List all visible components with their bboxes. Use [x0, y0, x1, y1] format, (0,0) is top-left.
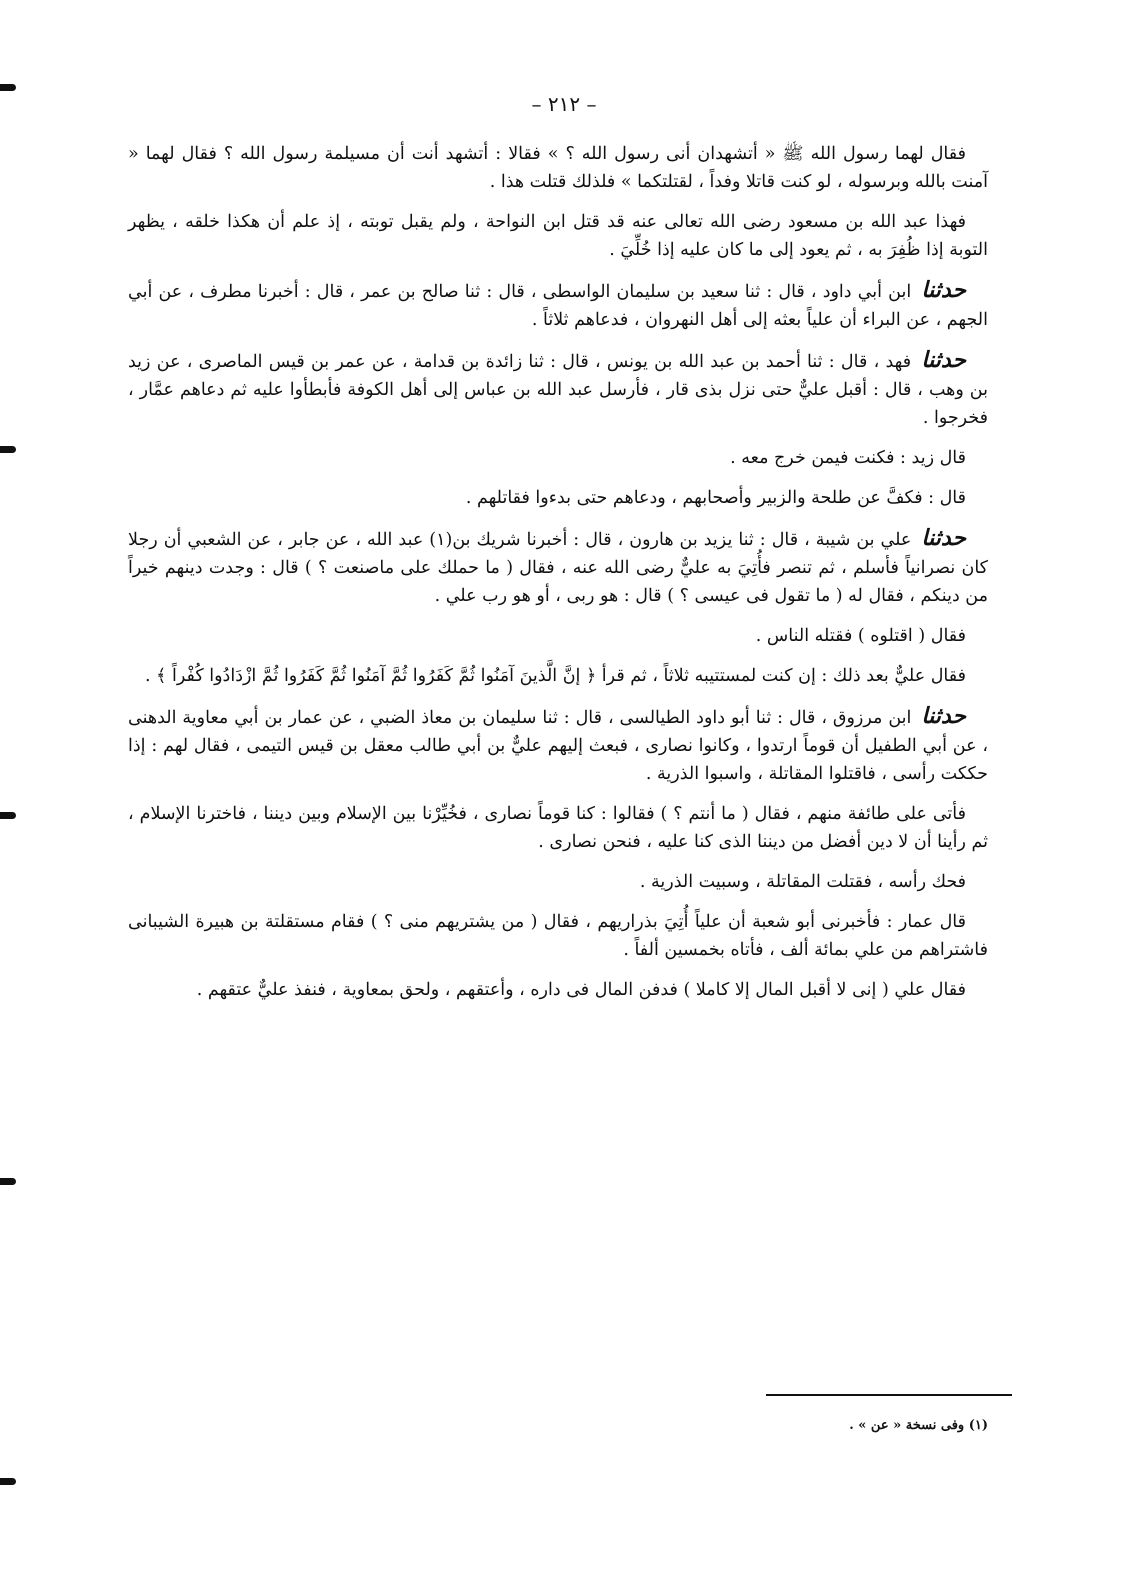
hadith-lead: حدثنا: [921, 525, 966, 551]
paragraph-10: [128, 702, 988, 788]
paragraph-2: [128, 208, 988, 264]
paragraph-text: فهد ، قال : ثنا أحمد بن عبد الله بن يونس ، قال : ثنا زائدة بن قدامة ، عن عمر بن قيس الماصرى ، عن زيد بن وهب ، قال : أقبل عليٌّ حتى نزل بذى قار ، فأرسل عبد الله بن عباس إلى أهل الكوفة فأبطأوا عليه ثم دعاهم عمَّار ، فخرجوا .: [128, 352, 988, 428]
paragraph-text: قال : فكفَّ عن طلحة والزبير وأصحابهم ، ودعاهم حتى بدءوا فقاتلهم .: [465, 488, 966, 508]
paragraph-text: علي بن شيبة ، قال : ثنا يزيد بن هارون ، قال : أخبرنا شريك بن(١) عبد الله ، عن جابر ، عن الشعبي أن رجلا كان نصرانياً فأسلم ، ثم تنصر فأُتِيَ به عليٌّ رضى الله عنه ، فقال ( ما حملك على ماصنعت ؟ ) قال : وجدت دينهم خيراً من دينكم ، فقال له ( ما تقول فى عيسى ؟ ) قال : هو ربى ، أو هو رب علي .: [128, 530, 988, 606]
paragraph-5: [128, 444, 988, 472]
scan-margin-mark: [0, 812, 16, 819]
paragraph-4: [128, 346, 988, 432]
paragraph-text: فأتى على طائفة منهم ، فقال ( ما أنتم ؟ ) فقالوا : كنا قوماً نصارى ، فخُيِّرْنا بين الإسلام وبين ديننا ، فاخترنا الإسلام ، ثم رأينا أن لا دين أفضل من ديننا الذى كنا عليه ، فنحن نصارى .: [128, 804, 988, 852]
paragraph-text: فقال عليٌّ بعد ذلك : إن كنت لمستتيبه ثلاثاً ، ثم قرأ ﴿ إنَّ الَّذينَ آمَنُوا ثُمَّ كَفَرُوا ثُمَّ آمَنُوا ثُمَّ كَفَرُوا ثُمَّ ازْدَادُوا كُفْراً ﴾ .: [145, 666, 966, 686]
scan-margin-mark: [0, 1478, 16, 1485]
paragraph-text: فهذا عبد الله بن مسعود رضى الله تعالى عنه قد قتل ابن النواحة ، ولم يقبل توبته ، إذ علم أن هكذا خلقه ، يظهر التوبة إذا ظُفِرَ به ، ثم يعود إلى ما كان عليه إذا خُلِّيَ .: [128, 212, 988, 260]
scan-margin-mark: [0, 446, 16, 453]
body-text: [128, 140, 988, 1016]
paragraph-7: [128, 524, 988, 610]
paragraph-text: قال زيد : فكنت فيمن خرج معه .: [730, 448, 966, 468]
footnote: (١) وفى نسخة « عن » .: [849, 1418, 988, 1433]
paragraph-13: [128, 908, 988, 964]
scan-margin-mark: [0, 84, 16, 91]
paragraph-text: قال عمار : فأخبرنى أبو شعبة أن علياً أُتِيَ بذراريهم ، فقال ( من يشتريهم منى ؟ ) فقام مستقلتة بن هبيرة الشيبانى فاشتراهم من علي بمائة ألف ، فأتاه بخمسين ألفاً .: [128, 912, 988, 960]
paragraph-8: [128, 622, 988, 650]
hadith-lead: حدثنا: [921, 347, 966, 373]
paragraph-3: [128, 276, 988, 334]
paragraph-6: [128, 484, 988, 512]
paragraph-text: ابن أبي داود ، قال : ثنا سعيد بن سليمان الواسطى ، قال : ثنا صالح بن عمر ، قال : أخبرنا مطرف ، عن أبي الجهم ، عن البراء أن علياً بعثه إلى أهل النهروان ، فدعاهم ثلاثاً .: [128, 282, 988, 330]
paragraph-12: [128, 868, 988, 896]
hadith-lead: حدثنا: [921, 703, 966, 729]
paragraph-9: [128, 662, 988, 690]
paragraph-11: [128, 800, 988, 856]
footnote-divider: [766, 1394, 1012, 1396]
page-number: – ٢١٢ –: [531, 92, 597, 116]
paragraph-14: [128, 976, 988, 1004]
scan-margin-mark: [0, 1178, 16, 1185]
hadith-lead: حدثنا: [921, 277, 966, 303]
paragraph-text: فحك رأسه ، فقتلت المقاتلة ، وسبيت الذرية .: [639, 872, 966, 892]
paragraph-text: فقال لهما رسول الله ﷺ « أتشهدان أنى رسول الله ؟ » فقالا : أتشهد أنت أن مسيلمة رسول الله ؟ فقال لهما « آمنت بالله وبرسوله ، لو كنت قاتلا وفداً ، لقتلتكما » فلذلك قتلت هذا .: [128, 144, 988, 192]
paragraph-text: فقال ( اقتلوه ) فقتله الناس .: [755, 626, 966, 646]
paragraph-text: ابن مرزوق ، قال : ثنا أبو داود الطيالسى ، قال : ثنا سليمان بن معاذ الضبي ، عن عمار بن أبي معاوية الدهنى ، عن أبي الطفيل أن قوماً ارتدوا ، وكانوا نصارى ، فبعث إليهم عليٌّ بن أبي طالب معقل بن قيس التيمى ، فقال لهم : إذا حككت رأسى ، فاقتلوا المقاتلة ، واسبوا الذرية .: [128, 708, 988, 784]
paragraph-text: فقال علي ( إنى لا أقبل المال إلا كاملا ) فدفن المال فى داره ، وأعتقهم ، ولحق بمعاوية ، فنفذ عليٌّ عتقهم .: [196, 980, 966, 1000]
paragraph-1: [128, 140, 988, 196]
